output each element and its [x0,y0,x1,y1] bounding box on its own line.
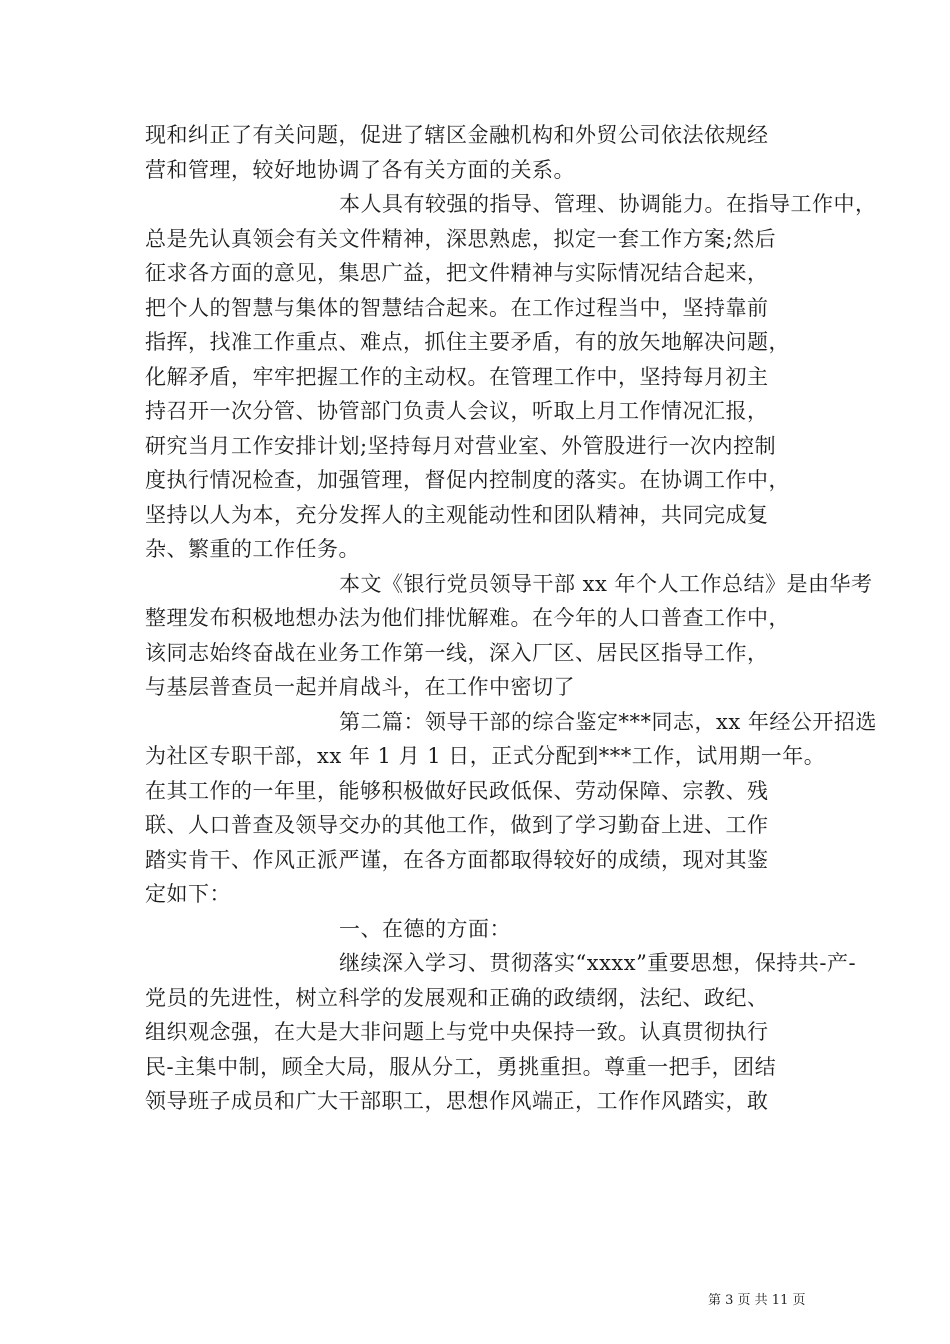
document-body [145,118,877,1119]
text-line: 联、人口普查及领导交办的其他工作，做到了学习勤奋上进、工作 [145,813,769,837]
text-line: 坚持以人为本，充分发挥人的主观能动性和团队精神，共同完成复 [145,502,769,527]
text-line: 领导班子成员和广大干部职工，思想作风端正，工作作风踏实，敢 [145,1089,769,1113]
text-line: 踏实肯干、作风正派严谨，在各方面都取得较好的成绩，现对其鉴 [145,847,769,872]
page-number: 第 3 页 共 11 页 [708,1293,806,1308]
text-line: 党员的先进性，树立科学的发展观和正确的政绩纲，法纪、政纪、 [145,985,769,1010]
text-line: 度执行情况检查，加强管理，督促内控制度的落实。在协调工作中， [145,468,790,492]
text-line: 定如下： [145,882,231,906]
text-line: 继续深入学习、贯彻落实“xxxx”重要思想，保持共-产- [339,951,857,975]
text-line: 民-主集中制，顾全大局，服从分工，勇挑重担。尊重一把手，团结 [145,1054,777,1079]
text-line: 研究当月工作安排计划;坚持每月对营业室、外管股进行一次内控制 [145,433,777,458]
text-line: 现和纠正了有关问题，促进了辖区金融机构和外贸公司依法依规经 [145,123,769,147]
text-line: 与基层普查员一起并肩战斗，在工作中密切了 [145,675,575,699]
text-line: 在其工作的一年里，能够积极做好民政低保、劳动保障、宗教、残 [145,778,769,803]
text-line: 整理发布积极地想办法为他们排忧解难。在今年的人口普查工作中， [145,606,790,630]
text-line: 化解矛盾，牢牢把握工作的主动权。在管理工作中，坚持每月初主 [145,364,769,389]
text-line: 为社区专职干部，xx 年 1 月 1 日，正式分配到***工作，试用期一年。 [145,744,826,768]
text-line: 营和管理，较好地协调了各有关方面的关系。 [145,157,575,182]
text-line: 一、在德的方面： [339,916,511,941]
text-line: 征求各方面的意见，集思广益，把文件精神与实际情况结合起来， [145,261,769,285]
text-line: 指挥，找准工作重点、难点，抓住主要矛盾，有的放矢地解决问题， [145,330,790,354]
text-line: 组织观念强，在大是大非问题上与党中央保持一致。认真贯彻执行 [145,1020,769,1044]
text-line: 持召开一次分管、协管部门负责人会议，听取上月工作情况汇报， [145,399,769,423]
text-line: 本人具有较强的指导、管理、协调能力。在指导工作中， [339,192,877,216]
text-line: 本文《银行党员领导干部 xx 年个人工作总结》是由华考 [339,571,873,596]
text-line: 总是先认真领会有关文件精神，深思熟虑，拟定一套工作方案;然后 [145,226,777,251]
text-line: 该同志始终奋战在业务工作第一线，深入厂区、居民区指导工作， [145,640,769,665]
text-line: 第二篇：领导干部的综合鉴定***同志，xx 年经公开招选 [339,709,877,734]
text-line: 把个人的智慧与集体的智慧结合起来。在工作过程当中，坚持靠前 [145,295,769,320]
text-line: 杂、繁重的工作任务。 [145,537,360,561]
